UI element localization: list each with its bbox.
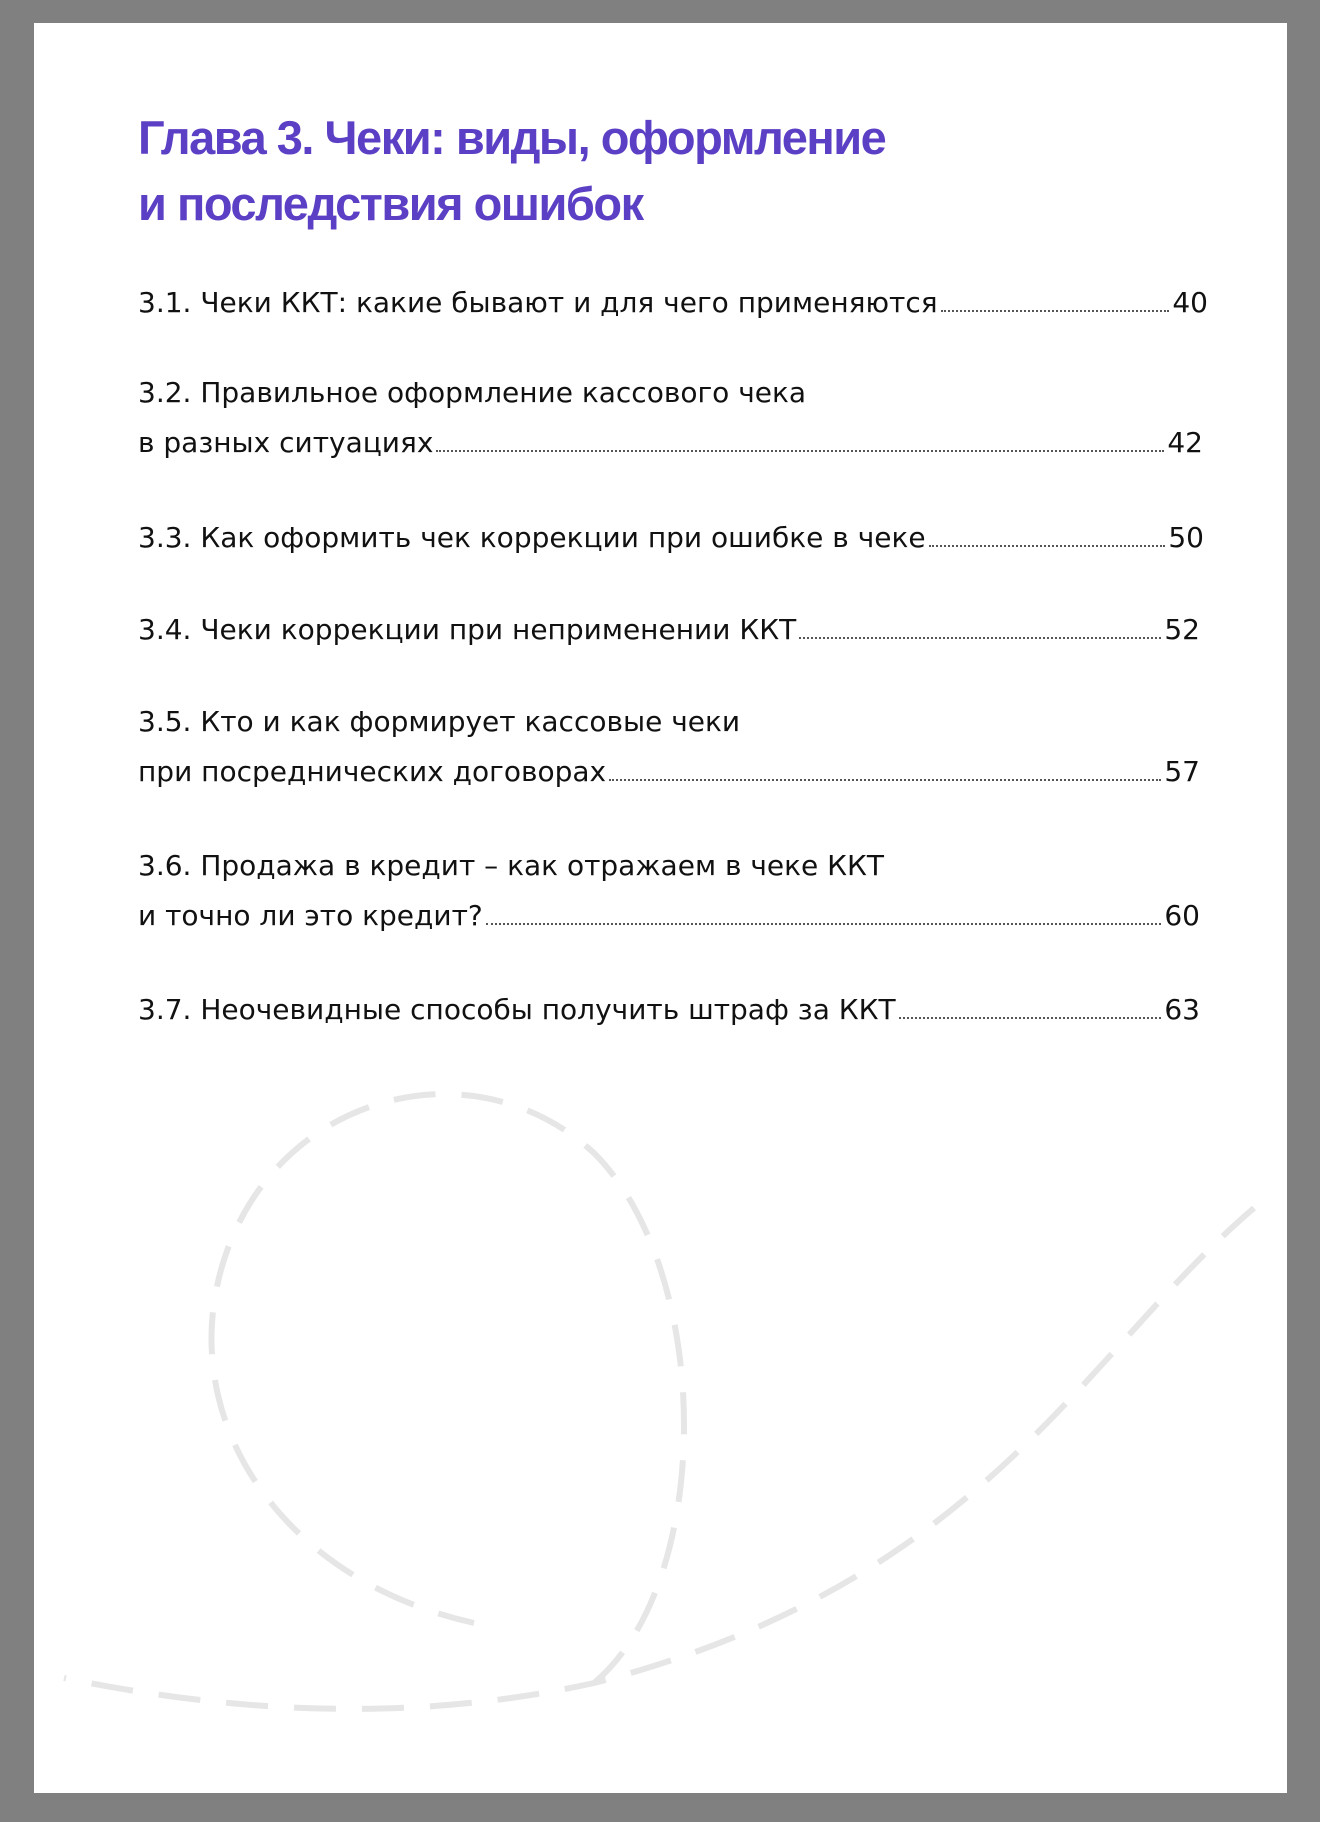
toc-entry-3-2[interactable] — [138, 368, 1203, 468]
toc-page-number: 57 — [1164, 755, 1200, 788]
chapter-title-line2: и последствия ошибок — [138, 177, 643, 230]
toc-entry-title-line1: 3.5. Кто и как формирует кассовые чеки — [138, 705, 741, 738]
toc-entry-title: 3.1. Чеки ККТ: какие бывают и для чего применяются — [138, 286, 938, 319]
document-page — [34, 23, 1287, 1793]
toc-page-number: 42 — [1167, 426, 1203, 459]
toc-entry-3-1[interactable] — [138, 278, 1208, 328]
toc-entry-3-7[interactable] — [138, 985, 1200, 1035]
toc-page-number: 63 — [1164, 993, 1200, 1026]
toc-entry-title-line2: в разных ситуациях — [138, 426, 434, 459]
chapter-title — [138, 105, 885, 237]
toc-page-number: 40 — [1172, 286, 1208, 319]
chapter-title-line1: Глава 3. Чеки: виды, оформление — [138, 111, 886, 164]
toc-entry-title-line2: при посреднических договорах — [138, 755, 607, 788]
toc-entry-3-3[interactable] — [138, 513, 1204, 563]
toc-leader-dots — [899, 1017, 1162, 1019]
toc-page-number: 50 — [1168, 521, 1204, 554]
toc-entry-3-5[interactable] — [138, 697, 1200, 797]
toc-entry-title-line1: 3.6. Продажа в кредит – как отражаем в чеке ККТ — [138, 849, 885, 882]
toc-leader-dots — [486, 923, 1162, 925]
toc-leader-dots — [609, 779, 1161, 781]
toc-page-number: 52 — [1164, 613, 1200, 646]
toc-entry-3-6[interactable] — [138, 841, 1200, 941]
toc-entry-title-line2: и точно ли это кредит? — [138, 899, 483, 932]
toc-entry-title: 3.4. Чеки коррекции при неприменении ККТ — [138, 613, 797, 646]
toc-entry-title: 3.3. Как оформить чек коррекции при ошибке в чеке — [138, 521, 926, 554]
toc-leader-dots — [929, 545, 1166, 547]
toc-entry-title-line1: 3.2. Правильное оформление кассового чека — [138, 376, 807, 409]
toc-leader-dots — [436, 450, 1164, 452]
toc-entry-title: 3.7. Неочевидные способы получить штраф за ККТ — [138, 993, 896, 1026]
toc-leader-dots — [941, 310, 1170, 312]
toc-page-number: 60 — [1164, 899, 1200, 932]
toc-entry-3-4[interactable] — [138, 605, 1200, 655]
toc-leader-dots — [799, 637, 1161, 639]
